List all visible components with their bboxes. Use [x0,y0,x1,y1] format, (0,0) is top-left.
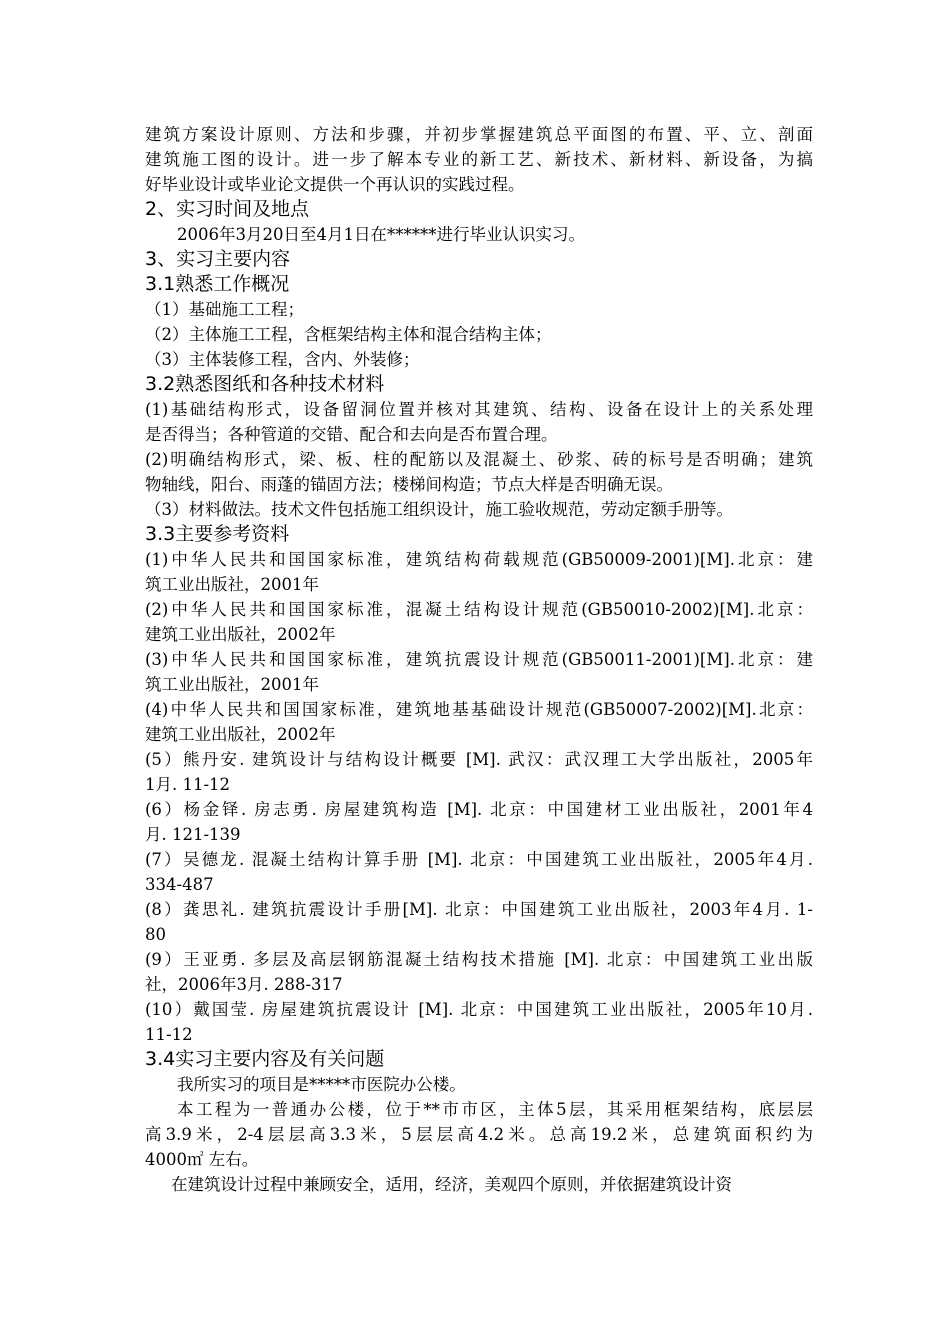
section-heading-3-4: 3.4实习主要内容及有关问题 [145,1048,385,1070]
section-heading-3: 3、实习主要内容 [145,248,291,270]
list-item: （1）基础施工工程； [145,300,304,319]
text-line: (1)基础结构形式，设备留洞位置并核对其建筑、结构、设备在设计上的关系处理 [145,400,813,419]
text-line: 11-12 [145,1025,193,1044]
text-line: 好毕业设计或毕业论文提供一个再认识的实践过程。 [145,175,525,194]
text-line: (1)中华人民共和国国家标准，建筑结构荷载规范(GB50009-2001)[M].北京：建 [145,550,813,569]
text-line: (8）龚思礼. 建筑抗震设计手册[M]. 北京：中国建筑工业出版社，2003年4月. 1- [145,900,813,919]
reference-item [145,947,813,997]
intro-paragraph [145,122,813,197]
section-2-text: 2006年3月20日至4月1日在******进行毕业认识实习。 [177,225,585,244]
text-line: 筑工业出版社，2001年 [145,675,319,694]
text-line: (4)中华人民共和国国家标准，建筑地基基础设计规范(GB50007-2002)[M].北京： [145,700,813,719]
text-line: 筑工业出版社，2001年 [145,575,319,594]
text-line: 月. 121-139 [145,825,241,844]
reference-item [145,697,813,747]
text-line: 高3.9米，2-4层层高3.3米，5层层高4.2米。总高19.2米，总建筑面积约为 [145,1125,813,1144]
text-line: (9）王亚勇. 多层及高层钢筋混凝土结构技术措施 [M]. 北京：中国建筑工业出版 [145,950,813,969]
text-line: 4000㎡ 左右。 [145,1150,259,1169]
text-line: (5）熊丹安. 建筑设计与结构设计概要 [M]. 武汉：武汉理工大学出版社，2005年 [145,750,813,769]
reference-item [145,797,813,847]
section-heading-3-3: 3.3主要参考资料 [145,523,290,545]
reference-item [145,997,813,1047]
list-item: （2）主体施工工程，含框架结构主体和混合结构主体； [145,325,552,344]
section-heading-3-2: 3.2熟悉图纸和各种技术材料 [145,373,385,395]
paragraph-principles: 在建筑设计过程中兼顾安全，适用，经济，美观四个原则，并依据建筑设计资 [171,1175,732,1194]
list-item [145,447,813,497]
list-item: （3）主体装修工程，含内、外装修； [145,350,420,369]
text-line: 80 [145,925,166,944]
text-line: 建筑方案设计原则、方法和步骤，并初步掌握建筑总平面图的布置、平、立、剖面 [145,125,813,144]
list-item [145,397,813,447]
text-line: 334-487 [145,875,214,894]
document-page [145,122,813,1197]
text-line: 是否得当；各种管道的交错、配合和去向是否布置合理。 [145,425,558,444]
reference-item [145,647,813,697]
text-line: 建筑工业出版社，2002年 [145,625,336,644]
text-line: 建筑工业出版社，2002年 [145,725,336,744]
reference-item [145,747,813,797]
reference-item [145,847,813,897]
reference-item [145,597,813,647]
text-line: (2)中华人民共和国国家标准，混凝土结构设计规范(GB50010-2002)[M].北京： [145,600,813,619]
paragraph-overview [145,1097,813,1172]
section-heading-2: 2、实习时间及地点 [145,198,310,220]
text-line: 物轴线，阳台、雨蓬的锚固方法；楼梯间构造；节点大样是否明确无误。 [145,475,673,494]
text-line: 本工程为一普通办公楼，位于**市市区，主体5层，其采用框架结构，底层层 [177,1100,813,1119]
text-line: (7）吴德龙. 混凝土结构计算手册 [M]. 北京：中国建筑工业出版社，2005年4月. [145,850,813,869]
list-item [145,497,813,522]
paragraph-project: 我所实习的项目是*****市医院办公楼。 [177,1075,466,1094]
text-line: 社，2006年3月. 288-317 [145,975,343,994]
text-line: (3)中华人民共和国国家标准，建筑抗震设计规范(GB50011-2001)[M].北京：建 [145,650,813,669]
text-line: (2)明确结构形式，梁、板、柱的配筋以及混凝土、砂浆、砖的标号是否明确；建筑 [145,450,813,469]
text-line: 1月. 11-12 [145,775,231,794]
text-line: 建筑施工图的设计。进一步了解本专业的新工艺、新技术、新材料、新设备，为搞 [145,150,813,169]
section-heading-3-1: 3.1熟悉工作概况 [145,273,290,295]
text-line: (10）戴国莹. 房屋建筑抗震设计 [M]. 北京：中国建筑工业出版社，2005年10月. [145,1000,813,1019]
reference-item [145,897,813,947]
text-line: (6）杨金铎. 房志勇. 房屋建筑构造 [M]. 北京：中国建材工业出版社，2001年4 [145,800,813,819]
text-line: （3）材料做法。技术文件包括施工组织设计，施工验收规范，劳动定额手册等。 [145,500,733,519]
reference-item [145,547,813,597]
